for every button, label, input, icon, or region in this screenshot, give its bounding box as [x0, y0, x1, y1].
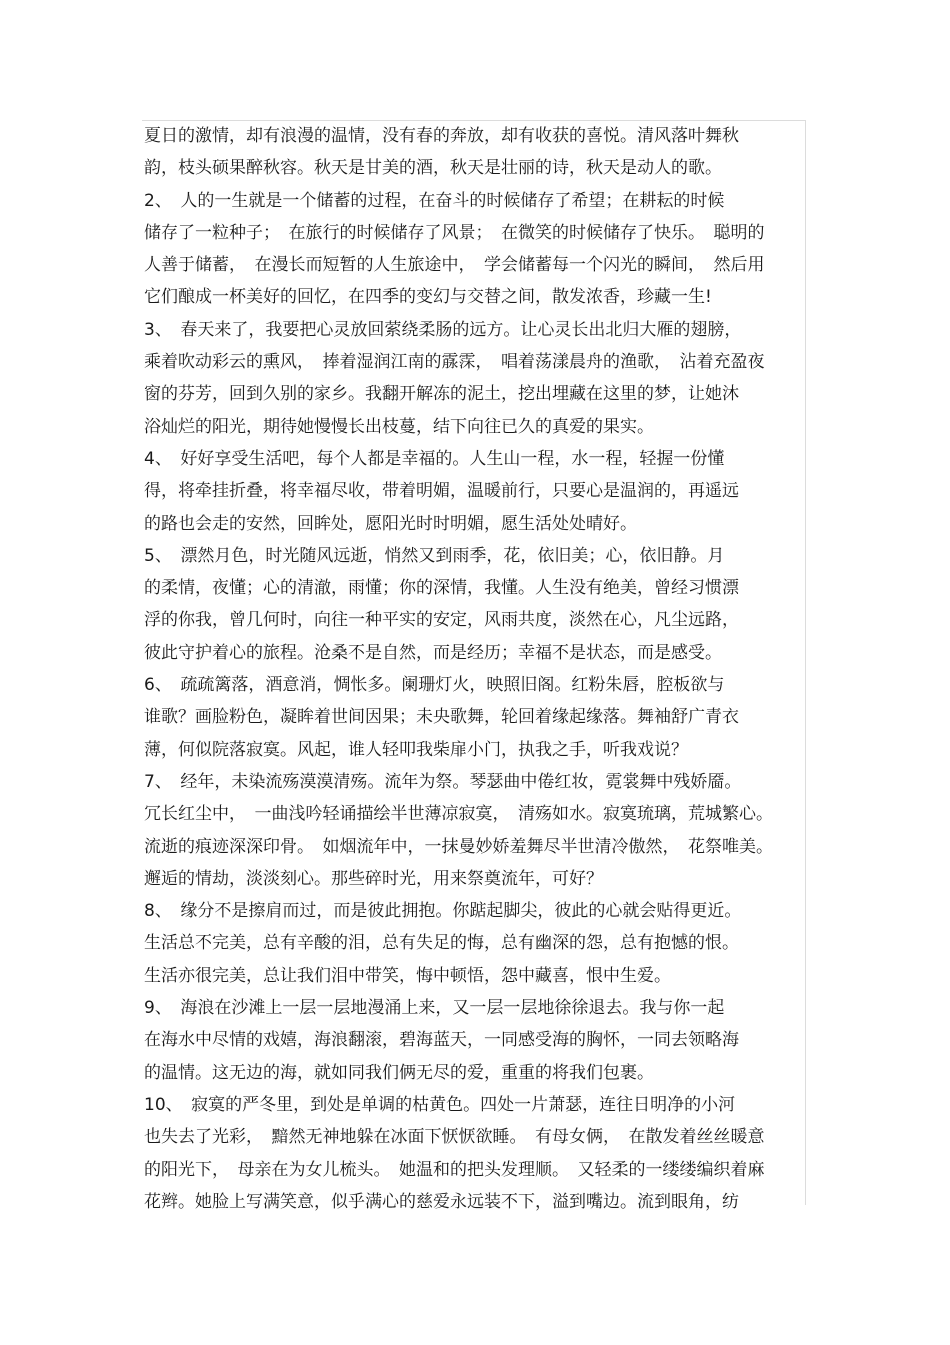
text-line: 乘着吹动彩云的熏风， 捧着湿润江南的霡霂， 唱着荡漾晨舟的渔歌， 沾着充盈夜 — [144, 352, 765, 373]
text-line: 流逝的痕迹深深印骨。 如烟流年中，一抹曼妙娇羞舞尽半世清冷傲然， 花祭唯美。 — [144, 836, 773, 857]
text-line: 生活亦很完美，总让我们泪中带笑，悔中顿悟，怨中藏喜，恨中生爱。 — [144, 965, 671, 986]
text-line: 花辫。她脸上写满笑意，似乎满心的慈爱永远装不下，溢到嘴边。流到眼角，纺 — [144, 1191, 739, 1212]
text-line: 谁歌？画脸粉色，凝眸着世间因果；未央歌舞，轮回着缘起缘落。舞袖舒广青衣 — [144, 707, 739, 728]
text-line: 夏日的激情，却有浪漫的温情，没有春的奔放，却有收获的喜悦。清风落叶舞秋 — [144, 126, 739, 146]
text-line: 得，将牵挂折叠，将幸福尽收，带着明媚，温暖前行，只要心是温润的，再遥远 — [144, 481, 739, 502]
text-line: 浴灿烂的阳光，期待她慢慢长出枝蔓，结下向往已久的真爱的果实。 — [144, 416, 654, 437]
body-text — [144, 120, 804, 1218]
text-line: 在海水中尽情的戏嬉，海浪翻滚，碧海蓝天，一同感受海的胸怀，一同去领略海 — [144, 1030, 739, 1051]
text-line: 它们酿成一杯美好的回忆，在四季的变幻与交替之间，散发浓香，珍藏一生! — [144, 287, 712, 308]
text-line: 2、 人的一生就是一个储蓄的过程，在奋斗的时候储存了希望；在耕耘的时候 — [144, 190, 725, 211]
text-line: 9、 海浪在沙滩上一层一层地漫涌上来，又一层一层地徐徐退去。我与你一起 — [144, 998, 725, 1019]
text-line: 储存了一粒种子； 在旅行的时候储存了风景； 在微笑的时候储存了快乐。 聪明的 — [144, 222, 765, 243]
text-line: 10、 寂寞的严冬里，到处是单调的枯黄色。四处一片萧瑟，连往日明净的小河 — [144, 1094, 736, 1115]
text-line: 也失去了光彩， 黯然无神地躲在冰面下恹恹欲睡。 有母女俩， 在散发着丝丝暖意 — [144, 1127, 765, 1148]
text-line: 冗长红尘中， 一曲浅吟轻诵描绘半世薄凉寂寞， 清殇如水。寂寞琉璃，荒城繁心。 — [144, 804, 773, 825]
text-line: 6、 疏疏篱落，酒意消，惆怅多。阑珊灯火，映照旧阁。红粉朱唇，腔板欲与 — [144, 675, 725, 696]
text-line: 的路也会走的安然，回眸处，愿阳光时时明媚，愿生活处处晴好。 — [144, 513, 637, 534]
text-line: 8、 缘分不是擦肩而过，而是彼此拥抱。你踮起脚尖，彼此的心就会贴得更近。 — [144, 901, 742, 922]
text-line: 彼此守护着心的旅程。沧桑不是自然，而是经历；幸福不是状态，而是感受。 — [144, 642, 722, 663]
text-line: 的柔情，夜懂；心的清澈，雨懂；你的深情，我懂。人生没有绝美，曾经习惯漂 — [144, 578, 739, 599]
text-line: 浮的你我，曾几何时，向往一种平实的安定，风雨共度，淡然在心，凡尘远路， — [144, 610, 739, 631]
text-line: 的温情。这无边的海，就如同我们俩无尽的爱，重重的将我们包裹。 — [144, 1062, 654, 1083]
text-line: 邂逅的情劫，淡淡刻心。那些碎时光，用来祭奠流年，可好？ — [144, 868, 603, 889]
text-line: 的阳光下， 母亲在为女儿梳头。 她温和的把头发理顺。 又轻柔的一缕缕编织着麻 — [144, 1159, 765, 1180]
text-line: 韵，枝头硕果醉秋容。秋天是甘美的酒，秋天是壮丽的诗，秋天是动人的歌。 — [144, 158, 722, 179]
text-line: 窗的芬芳，回到久别的家乡。我翻开解冻的泥土，挖出埋藏在这里的梦，让她沐 — [144, 384, 739, 405]
text-line: 薄，何似院落寂寞。风起，谁人轻叩我柴扉小门，执我之手，听我戏说？ — [144, 739, 688, 760]
text-line: 人善于储蓄， 在漫长而短暂的人生旅途中， 学会储蓄每一个闪光的瞬间， 然后用 — [144, 255, 765, 276]
text-line: 5、 漂然月色，时光随风远逝，悄然又到雨季，花，依旧美；心，依旧静。月 — [144, 545, 725, 566]
text-line: 7、 经年，未染流殇漠漠清殇。流年为祭。琴瑟曲中倦红妆，霓裳舞中残娇靥。 — [144, 771, 742, 792]
page-border-right — [805, 120, 806, 1205]
text-line: 4、 好好享受生活吧，每个人都是幸福的。人生山一程，水一程，轻握一份懂 — [144, 448, 725, 469]
text-line: 生活总不完美，总有辛酸的泪，总有失足的悔，总有幽深的怨，总有抱憾的恨。 — [144, 933, 739, 954]
text-line: 3、 春天来了，我要把心灵放回萦绕柔肠的远方。让心灵长出北归大雁的翅膀， — [144, 319, 742, 340]
